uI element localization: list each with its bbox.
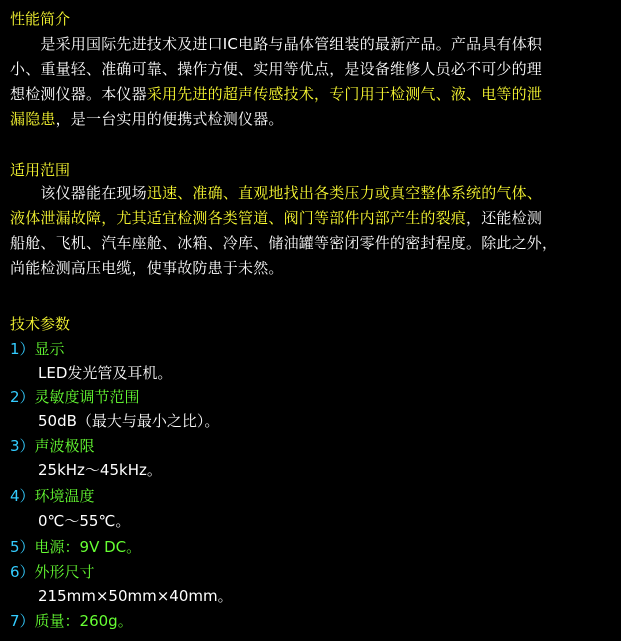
spec-item-weight — [10, 611, 133, 631]
intro-paragraph — [10, 32, 614, 132]
intro-highlight: 采用先进的超声传感技术，专门用于检测气、液、电等的泄 — [146, 85, 543, 103]
spec-number: 1） — [10, 340, 35, 358]
intro-highlight: 漏隐患 — [10, 110, 56, 128]
spec-item-display — [10, 339, 65, 359]
intro-text: 小、重量轻、准确可靠、操作方便、实用等优点，是设备维修人员必不可少的理 — [10, 60, 543, 78]
spec-value-temperature: 0℃～55℃。 — [38, 512, 131, 530]
spec-value-dimensions: 215mm×50mm×40mm。 — [38, 587, 233, 605]
spec-label: 环境温度 — [34, 487, 95, 505]
spec-number: 3） — [10, 437, 35, 455]
spec-value-sensitivity: 50dB（最大与最小之比）。 — [38, 412, 220, 430]
usage-text: 船舱、飞机、汽车座舱、冰箱、冷库、储油罐等密闭零件的密封程度。除此之外， — [10, 234, 558, 252]
spec-value-frequency: 25kHz～45kHz。 — [38, 461, 162, 479]
specs-heading: 技术参数 — [10, 315, 71, 333]
spec-item-power — [10, 537, 141, 557]
spec-label: 外形尺寸 — [34, 563, 95, 581]
usage-line-1 — [10, 181, 614, 206]
intro-line-3 — [10, 82, 614, 107]
usage-line-4 — [10, 256, 614, 281]
spec-number: 4） — [10, 487, 35, 505]
intro-line-2 — [10, 57, 614, 82]
spec-item-dimensions — [10, 562, 95, 582]
spec-number: 6） — [10, 563, 35, 581]
spec-label: 灵敏度调节范围 — [34, 388, 140, 406]
usage-text: ，还能检测 — [466, 209, 543, 227]
spec-item-sensitivity — [10, 387, 140, 407]
intro-line-1 — [10, 32, 614, 57]
intro-line-4 — [10, 107, 614, 132]
spec-number: 5） — [10, 538, 35, 556]
usage-line-2 — [10, 206, 614, 231]
intro-text: ，是一台实用的便携式检测仪器。 — [55, 110, 284, 128]
intro-heading: 性能简介 — [10, 10, 71, 28]
usage-highlight: 液体泄漏故障，尤其适宜检测各类管道、阀门等部件内部产生的裂痕 — [10, 209, 467, 227]
usage-highlight: 迅速、准确、直观地找出各类压力或真空整体系统的气体、 — [146, 184, 543, 202]
usage-text: 该仪器能在现场 — [10, 184, 147, 202]
spec-item-temperature — [10, 486, 95, 506]
spec-item-frequency — [10, 436, 95, 456]
spec-label: 声波极限 — [34, 437, 95, 455]
usage-text: 尚能检测高压电缆，使事故防患于未然。 — [10, 259, 284, 277]
intro-text: 是采用国际先进技术及进口IC电路与晶体管组装的最新产品。产品具有体积 — [10, 35, 543, 53]
spec-label: 显示 — [34, 340, 65, 358]
intro-text: 想检测仪器。本仪器 — [10, 85, 147, 103]
usage-heading: 适用范围 — [10, 161, 71, 179]
usage-line-3 — [10, 231, 614, 256]
spec-number: 2） — [10, 388, 35, 406]
spec-value-display: LED发光管及耳机。 — [38, 364, 173, 382]
spec-label: 质量：260g。 — [34, 612, 133, 630]
usage-paragraph — [10, 181, 614, 281]
spec-number: 7） — [10, 612, 35, 630]
spec-label: 电源：9V DC。 — [34, 538, 142, 556]
